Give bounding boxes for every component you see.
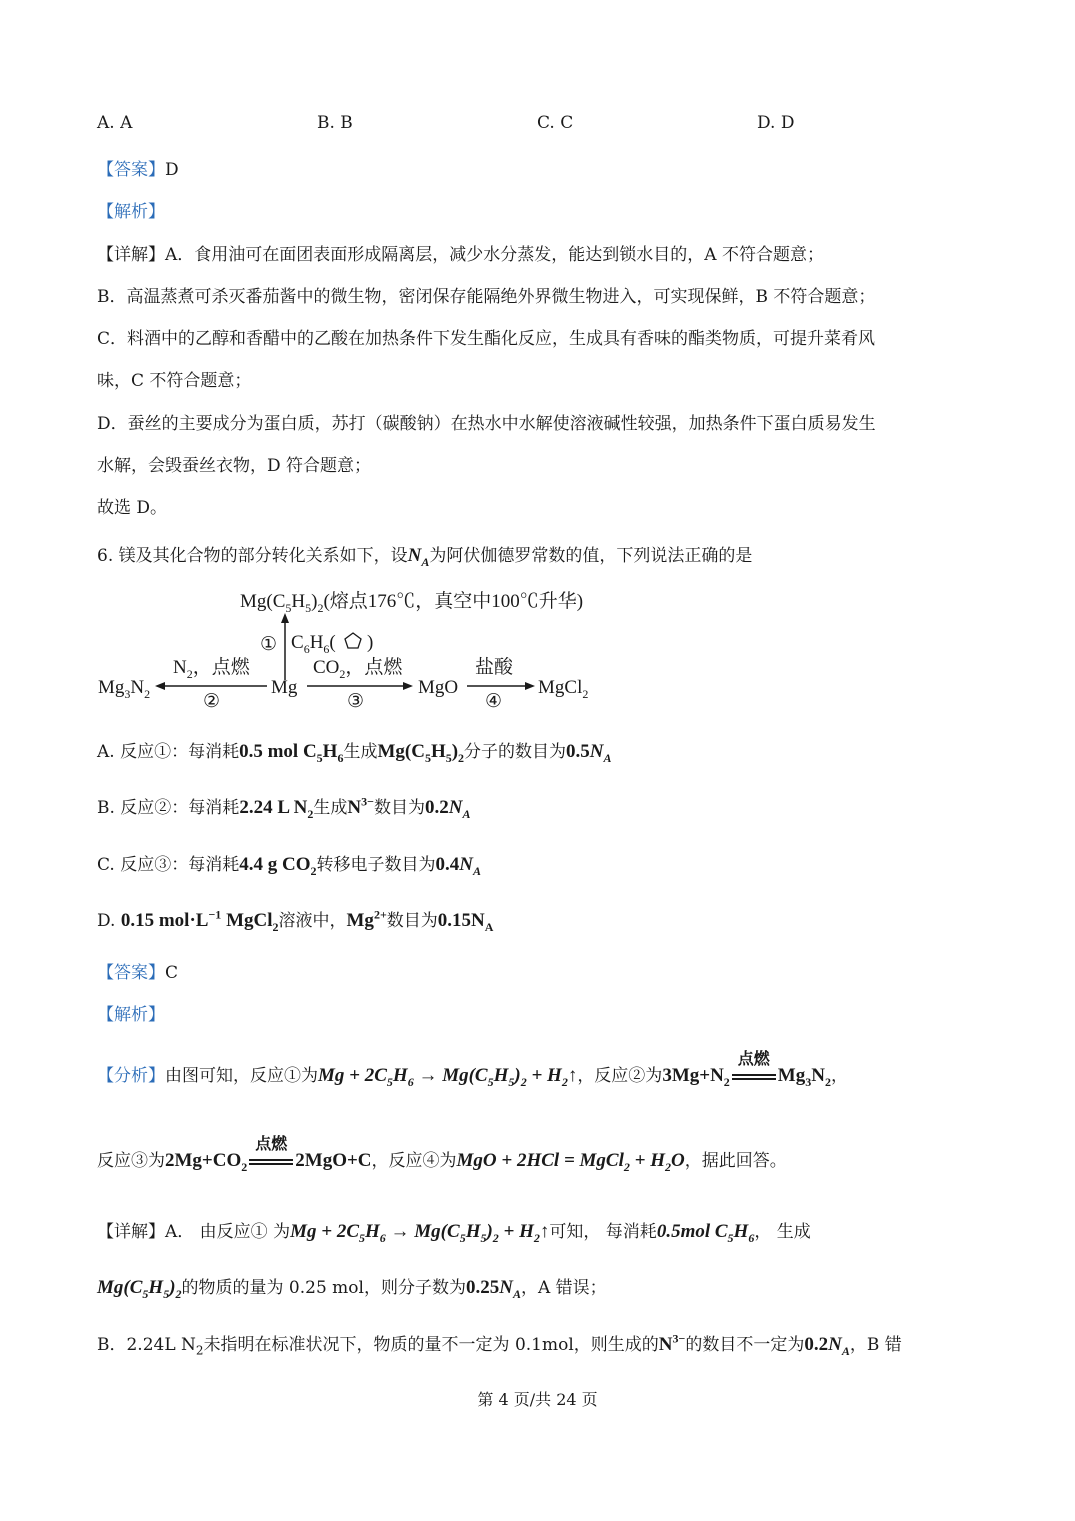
q5-detail-d2: 水解，会毁蚕丝衣物，D 符合题意； <box>97 456 372 476</box>
option-b: B. B <box>317 113 353 133</box>
q5-detail-c1: C．料酒中的乙醇和香醋中的乙酸在加热条件下发生酯化反应，生成具有香味的酯类物质，可提升菜肴风 <box>97 329 876 349</box>
q5-answer: 【答案】D <box>97 160 179 180</box>
svg-text:①: ① <box>260 634 278 655</box>
q6-option-a: A. 反应①：每消耗0.5 mol $C_5H_6$生成$Mg(C_5H_5)_2$分子的数目为$0.5N_A$ <box>97 741 612 765</box>
q5-detail-c2: 味，C 不符合题意； <box>97 371 252 391</box>
q5-detail-b: B．高温蒸煮可杀灭番茄酱中的微生物，密闭保存能隔绝外界微生物进入，可实现保鲜，B 不符合题意； <box>97 287 876 307</box>
svg-text:Mg3N2: $Mg_3N_2$ <box>98 677 151 701</box>
q6-fenxi-line1: 【分析】由图可知，反应①为$Mg + 2C_5H_6 \to Mg(C_5H_5)_2$ + $H_2↑$，反应②为$3Mg+N_2$ 点燃 $Mg_3N_2$， <box>97 1049 848 1089</box>
reaction-scheme <box>95 585 615 715</box>
page-footer: 第 4 页/共 24 页 <box>477 1390 598 1409</box>
q6-detail-b: B．2.24L $N_2$未指明在标准状况下，物质的量不一定为 0.1mol，则生成的$N^{3-}$的数目不一定为$0.2N_A$，B 错 <box>97 1331 902 1358</box>
q6-detail-a1: 【详解】A． 由反应① 为$Mg + 2C_5H_6 \to Mg(C_5H_5)_2$ + $H_2↑$可知， 每消耗0.5mol $C_5H_6$， 生成 <box>97 1221 811 1245</box>
q6-option-c: C. 反应③：每消耗4.4 g $CO_2$转移电子数目为$0.4N_A$ <box>97 854 481 878</box>
q5-detail-a: 【详解】A．食用油可在面团表面形成隔离层，减少水分蒸发，能达到锁水目的，A 不符合题意； <box>97 245 824 265</box>
q6-option-d: D. 0.15 $mol\cdot L^{-1}$ MgCl$_2$溶液中，$Mg^{2+}$数目为$0.15N_A$ <box>97 907 494 934</box>
svg-text:MgCl2: MgCl$_2$ <box>538 677 589 701</box>
svg-text:②: ② <box>203 691 221 712</box>
mgc5h5-label: $Mg(C_5H_5)_2$(熔点176℃，真空中100℃升华) <box>240 591 584 615</box>
svg-text:N2，点燃: $N_2$，点燃 <box>173 657 250 681</box>
svg-text:CO2，点燃: $CO_2$，点燃 <box>313 657 403 681</box>
svg-text:): ) <box>367 632 374 653</box>
q5-analysis-tag: 【解析】 <box>97 202 165 222</box>
option-c: C. C <box>537 113 574 133</box>
q5-detail-d1: D．蚕丝的主要成分为蛋白质，苏打（碳酸钠）在热水中水解使溶液碱性较强，加热条件下蛋白质易发生 <box>97 414 876 434</box>
q6-detail-a2: $Mg(C_5H_5)_2$的物质的量为 0.25 mol，则分子数为$0.25N_A$，A 错误； <box>97 1277 607 1301</box>
q6-option-b: B. 反应②：每消耗2.24 L $N_2$生成$N^{3-}$数目为$0.2N_A$ <box>97 794 471 821</box>
q6-stem: 6. 镁及其化合物的部分转化关系如下，设$N_A$为阿伏伽德罗常数的值，下列说法正确的是 <box>97 545 753 569</box>
svg-text:MgO: MgO <box>418 677 459 698</box>
svg-text:Mg: Mg <box>271 677 298 698</box>
option-a: A. A <box>97 113 133 133</box>
q5-conclusion: 故选 D。 <box>97 498 168 518</box>
svg-text:盐酸: 盐酸 <box>475 657 514 678</box>
q6-fenxi-line2: 反应③为$2Mg+CO_2$ 点燃 2MgO+C，反应④为MgO + 2HCl = MgCl$_2$ + $H_2O$，据此回答。 <box>97 1134 787 1174</box>
option-d: D. D <box>757 113 795 133</box>
svg-text:C6H6(: $C_6H_6$( <box>291 632 336 656</box>
q6-answer: 【答案】C <box>97 963 179 983</box>
svg-text:④: ④ <box>485 691 503 712</box>
q6-analysis-tag: 【解析】 <box>97 1005 165 1025</box>
svg-text:③: ③ <box>347 691 365 712</box>
